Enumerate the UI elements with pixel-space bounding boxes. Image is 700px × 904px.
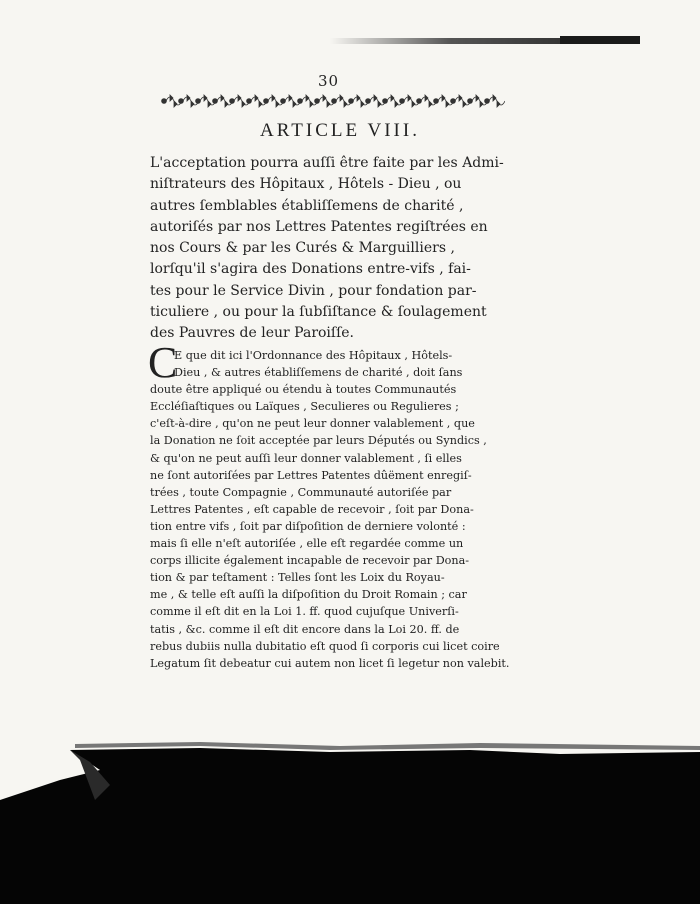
commentary-line: rebus dubiis nulla dubitatio eſt quod ſi corporis cui licet coire bbox=[150, 639, 500, 653]
commentary-line: corps illicite également incapable de recevoir par Dona- bbox=[150, 554, 470, 568]
article-line: autres ſemblables établiſſemens de charité , bbox=[150, 197, 464, 214]
commentary-text bbox=[150, 347, 510, 672]
article-text bbox=[150, 153, 506, 345]
article-line: tes pour le Service Divin , pour fondation par- bbox=[150, 282, 477, 299]
article-line: niſtrateurs des Hôpitaux , Hôtels - Dieu , ou bbox=[150, 176, 462, 193]
commentary-line: Lettres Patentes , eſt capable de recevoir , ſoit par Dona- bbox=[150, 502, 474, 516]
commentary-line: Legatum ſit debeatur cui autem non licet ſi legetur non valebit. bbox=[150, 656, 510, 670]
commentary-line: la Donation ne ſoit acceptée par leurs Députés ou Syndics , bbox=[150, 434, 487, 448]
commentary-line: Dieu , & autres établiſſemens de charité , doit ſans bbox=[174, 366, 463, 380]
ornament-band bbox=[160, 90, 505, 112]
article-line: L'acceptation pourra auſſi être faite par les Admi- bbox=[150, 155, 504, 171]
commentary-line: & qu'on ne peut auſſi leur donner valablement , ſi elles bbox=[150, 451, 462, 465]
ornament-flourish-icon bbox=[160, 90, 505, 112]
drop-cap: C bbox=[148, 338, 178, 387]
scan-shadow bbox=[0, 740, 700, 904]
commentary-line: doute être appliqué ou étendu à toutes Communautés bbox=[150, 383, 457, 397]
scan-shadow-shape bbox=[0, 740, 700, 904]
commentary-line: tion entre vifs , ſoit par diſpoſition de derniere volonté : bbox=[150, 519, 466, 533]
commentary-line: c'eſt-à-dire , qu'on ne peut leur donner valablement , que bbox=[150, 417, 475, 431]
article-line: autoriſés par nos Lettres Patentes regiſtrées en bbox=[150, 218, 488, 235]
commentary-line: mais ſi elle n'eſt autoriſée , elle eſt regardée comme un bbox=[150, 537, 464, 551]
article-line: nos Cours & par les Curés & Marguilliers , bbox=[150, 240, 455, 257]
commentary-line: tatis , &c. comme il eſt dit encore dans la Loi 20. ff. de bbox=[150, 622, 460, 636]
commentary-line: Eccléſiaſtiques ou Laïques , Seculieres ou Regulieres ; bbox=[150, 400, 459, 414]
commentary-line: tion & par teſtament : Telles ſont les Loix du Royau- bbox=[150, 571, 445, 585]
article-line: ticuliere , ou pour la ſubſiſtance & ſoulagement bbox=[150, 304, 487, 321]
commentary-line: ne ſont autoriſées par Lettres Patentes dûëment enregiſ- bbox=[150, 468, 472, 482]
commentary-line: comme il eſt dit en la Loi 1. ff. quod cujuſque Univerſi- bbox=[150, 605, 459, 619]
page-number: 30 bbox=[318, 72, 340, 90]
commentary-line: E que dit ici l'Ordonnance des Hôpitaux , Hôtels- bbox=[174, 349, 453, 362]
article-heading: ARTICLE VIII. bbox=[260, 120, 420, 141]
article-line: des Pauvres de leur Paroiſſe. bbox=[150, 325, 355, 342]
commentary-line: trées , toute Compagnie , Communauté autoriſée par bbox=[150, 485, 452, 499]
commentary-line: me , & telle eſt auſſi la diſpoſition du Droit Romain ; car bbox=[150, 588, 467, 602]
scan-edge-mark bbox=[560, 36, 640, 44]
article-line: lorſqu'il s'agira des Donations entre-vifs , fai- bbox=[150, 261, 471, 278]
